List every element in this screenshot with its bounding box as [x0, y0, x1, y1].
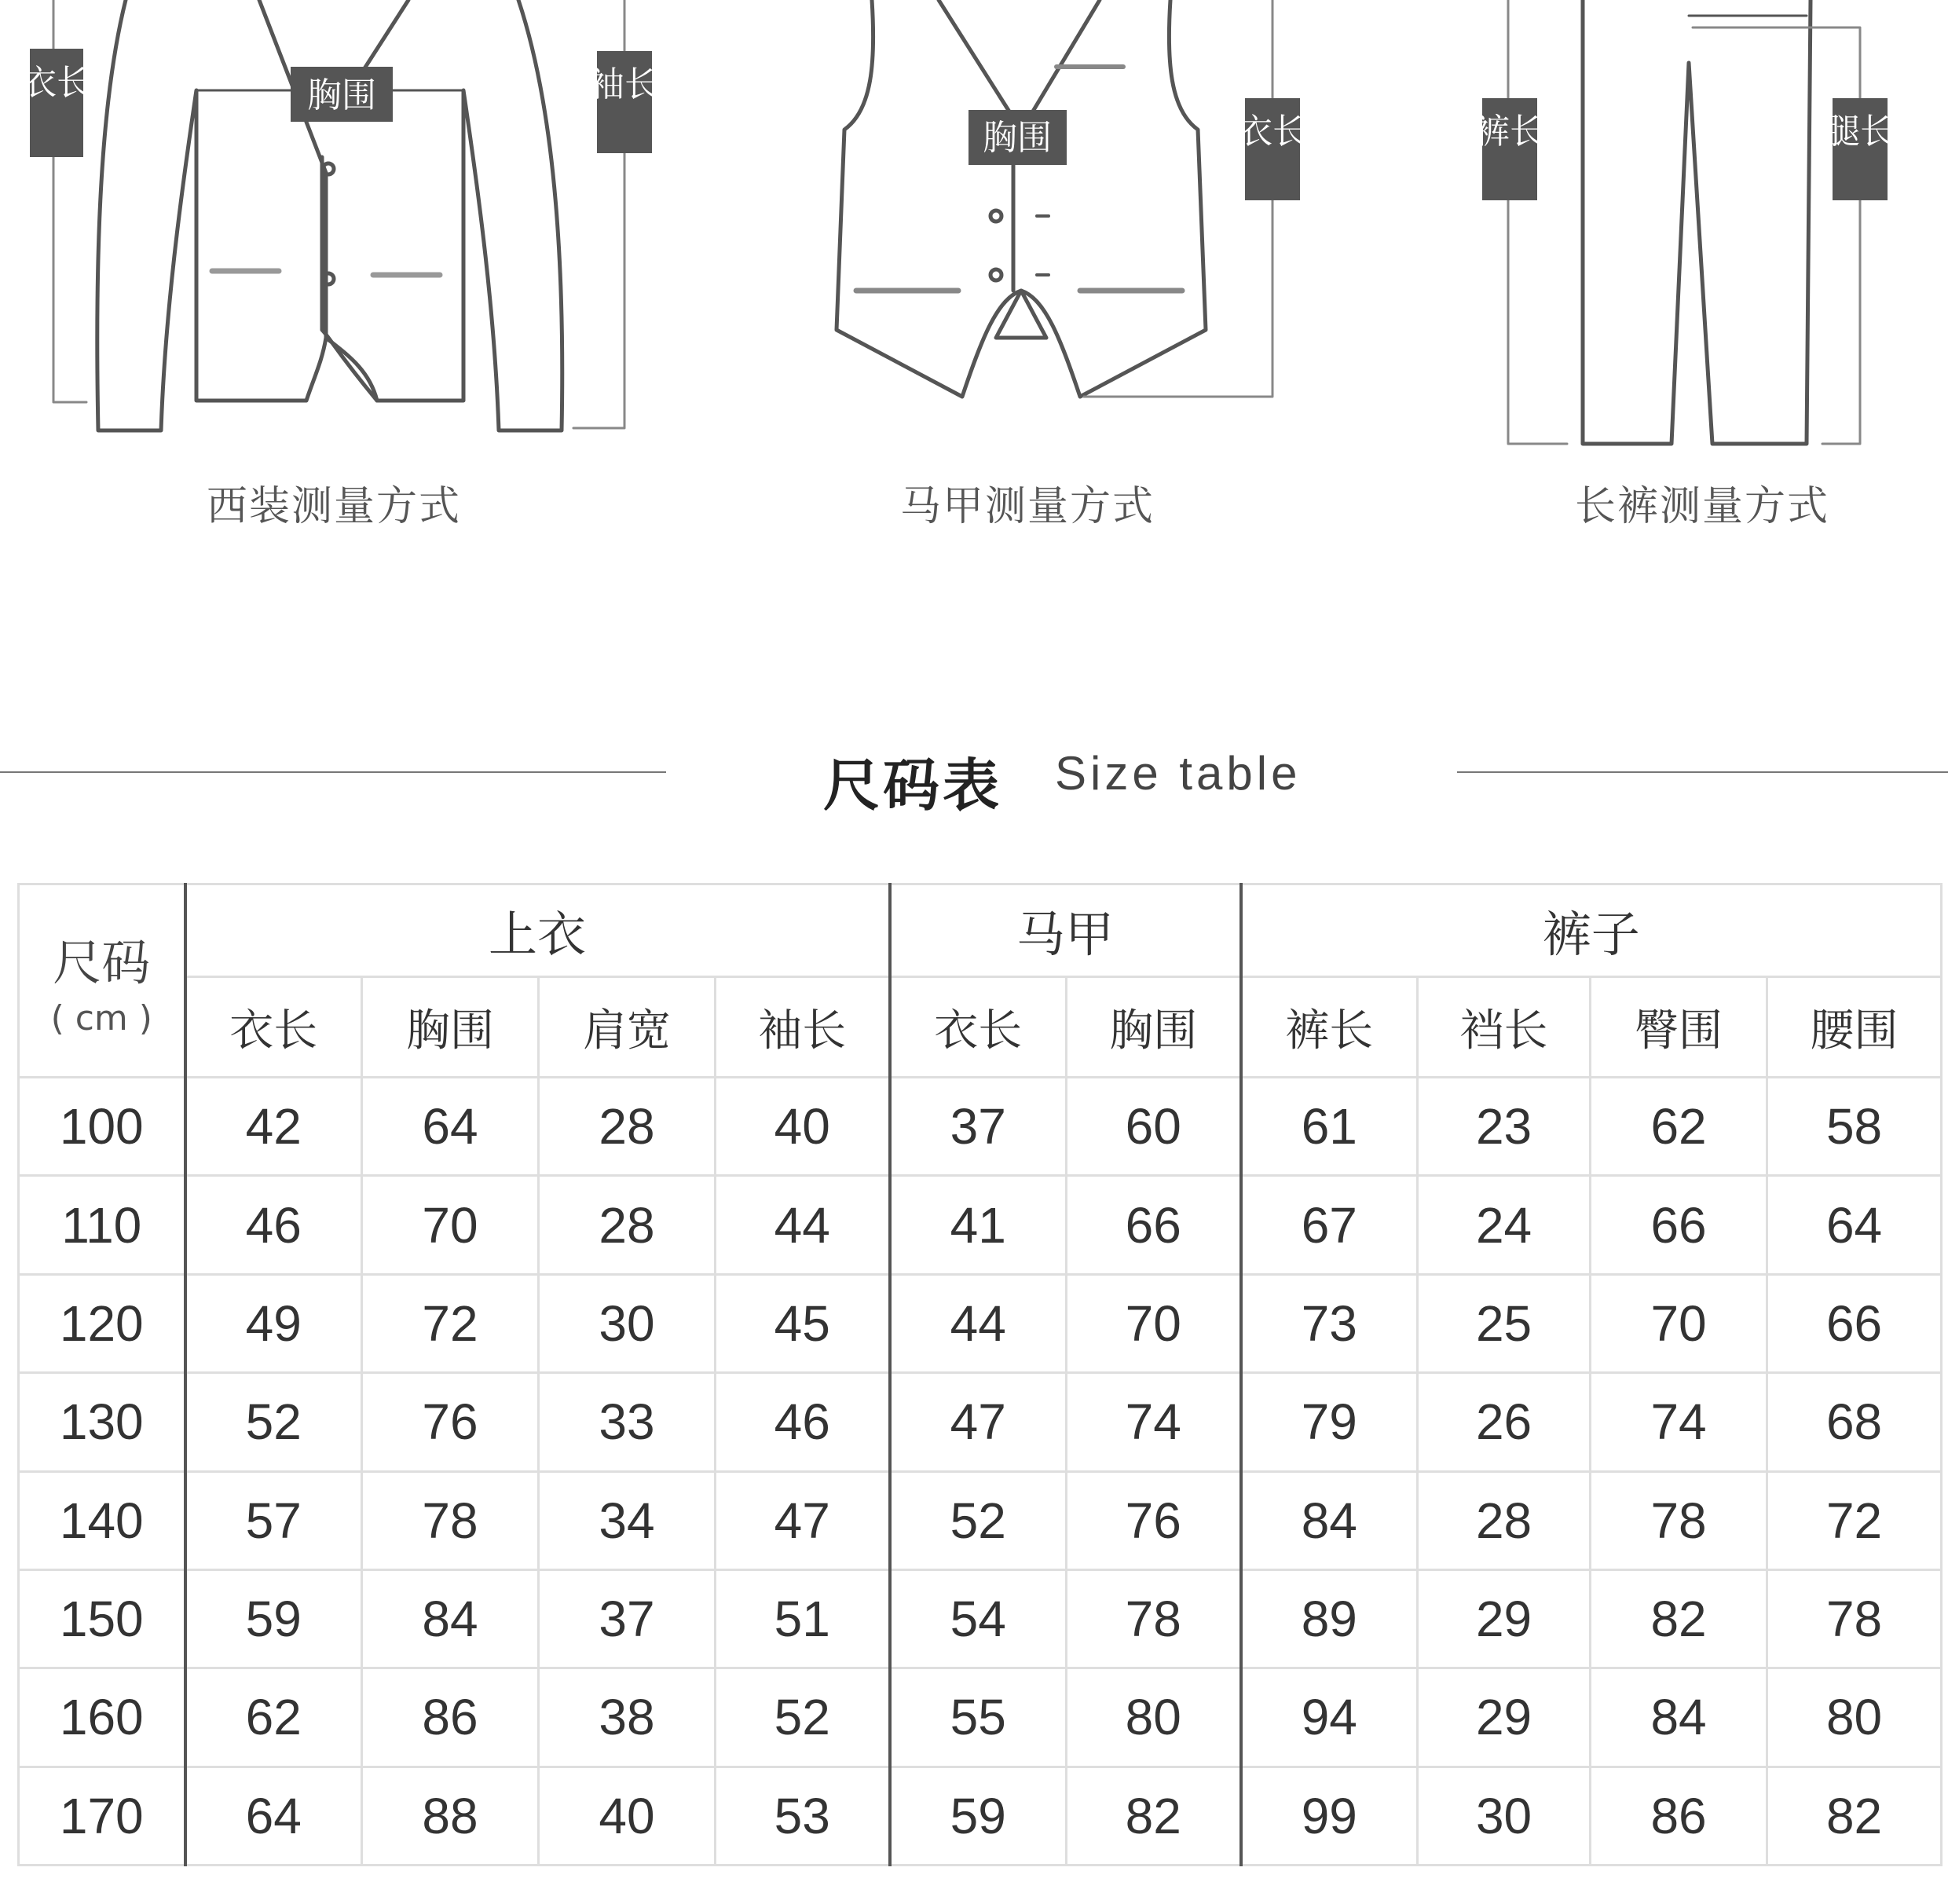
- leg-length-tag: [1825, 98, 1895, 200]
- size-table: [17, 883, 1943, 1866]
- column-header: 臀围: [1591, 977, 1767, 1078]
- table-row: [19, 1373, 1942, 1471]
- measurement-cell: 76: [362, 1373, 539, 1471]
- size-table-title: 尺码表: [823, 752, 1003, 818]
- measurement-cell: 86: [1591, 1767, 1767, 1865]
- measurement-cell: 78: [1767, 1569, 1942, 1668]
- size-corner-header: [19, 884, 185, 1078]
- suit-caption: 西装测量方式: [207, 483, 462, 530]
- group-header-jacket: 上衣: [185, 884, 890, 977]
- table-row: [19, 1274, 1942, 1372]
- measurement-cell: 80: [1767, 1668, 1942, 1767]
- measurement-cell: 86: [362, 1668, 539, 1767]
- measurement-cell: 52: [185, 1373, 362, 1471]
- measurement-cell: 42: [185, 1078, 362, 1176]
- vest-chest-tag: [969, 110, 1067, 165]
- svg-text:衣长: 衣长: [22, 63, 91, 103]
- measurement-cell: 64: [362, 1078, 539, 1176]
- table-row: [19, 1767, 1942, 1865]
- svg-text:腿长: 腿长: [1825, 112, 1895, 152]
- measurement-cell: 58: [1767, 1078, 1942, 1176]
- measurement-cell: 25: [1418, 1274, 1591, 1372]
- size-header-unit: ( cm ): [50, 998, 152, 1038]
- measurement-cell: 29: [1418, 1569, 1591, 1668]
- measurement-cell: 74: [1067, 1373, 1241, 1471]
- column-header: 裆长: [1418, 977, 1591, 1078]
- measurement-cell: 66: [1591, 1176, 1767, 1274]
- column-header: 袖长: [716, 977, 890, 1078]
- size-table-heading: [0, 723, 1948, 817]
- measurement-cell: 34: [539, 1471, 716, 1569]
- size-cell: 140: [19, 1471, 185, 1569]
- measurement-cell: 47: [890, 1373, 1067, 1471]
- measurement-cell: 82: [1767, 1767, 1942, 1865]
- measurement-cell: 54: [890, 1569, 1067, 1668]
- measurement-cell: 51: [716, 1569, 890, 1668]
- measurement-cell: 70: [1591, 1274, 1767, 1372]
- measurement-cell: 55: [890, 1668, 1067, 1767]
- measurement-cell: 78: [1591, 1471, 1767, 1569]
- group-header-row: [19, 884, 1942, 977]
- measurement-cell: 37: [890, 1078, 1067, 1176]
- size-cell: 110: [19, 1176, 185, 1274]
- size-cell: 120: [19, 1274, 185, 1372]
- suit-sleeve-tag: [590, 51, 659, 153]
- measurement-cell: 30: [539, 1274, 716, 1372]
- measurement-cell: 60: [1067, 1078, 1241, 1176]
- measurement-cell: 70: [1067, 1274, 1241, 1372]
- measurement-cell: 24: [1418, 1176, 1591, 1274]
- measurement-cell: 59: [185, 1569, 362, 1668]
- size-cell: 160: [19, 1668, 185, 1767]
- svg-text:裤长: 裤长: [1475, 112, 1544, 152]
- table-row: [19, 1668, 1942, 1767]
- measurement-cell: 49: [185, 1274, 362, 1372]
- column-header: 肩宽: [539, 977, 716, 1078]
- measurement-cell: 67: [1241, 1176, 1418, 1274]
- measurement-cell: 59: [890, 1767, 1067, 1865]
- measurement-cell: 66: [1767, 1274, 1942, 1372]
- svg-text:胸围: 胸围: [307, 75, 376, 115]
- measurement-cell: 74: [1591, 1373, 1767, 1471]
- column-header: 胸围: [362, 977, 539, 1078]
- size-table-title-en: Size table: [1055, 747, 1302, 800]
- measurement-cell: 53: [716, 1767, 890, 1865]
- size-cell: 150: [19, 1569, 185, 1668]
- title-divider-left: [0, 771, 666, 773]
- measurement-cell: 76: [1067, 1471, 1241, 1569]
- size-table-body: [19, 1078, 1942, 1866]
- table-row: [19, 1569, 1942, 1668]
- pants-length-tag: [1475, 98, 1544, 200]
- measurement-cell: 84: [362, 1569, 539, 1668]
- column-header: 衣长: [890, 977, 1067, 1078]
- measurement-cell: 33: [539, 1373, 716, 1471]
- column-header: 裤长: [1241, 977, 1418, 1078]
- measurement-cell: 88: [362, 1767, 539, 1865]
- measurement-cell: 30: [1418, 1767, 1591, 1865]
- group-header-pants: 裤子: [1241, 884, 1942, 977]
- measurement-cell: 29: [1418, 1668, 1591, 1767]
- svg-text:胸围: 胸围: [983, 118, 1052, 158]
- measurement-cell: 47: [716, 1471, 890, 1569]
- measurement-cell: 28: [539, 1176, 716, 1274]
- measurement-cell: 28: [1418, 1471, 1591, 1569]
- table-row: [19, 1176, 1942, 1274]
- measurement-cell: 62: [1591, 1078, 1767, 1176]
- size-header-label: 尺码: [53, 933, 151, 991]
- measurement-cell: 23: [1418, 1078, 1591, 1176]
- measurement-cell: 78: [362, 1471, 539, 1569]
- measurement-cell: 84: [1591, 1668, 1767, 1767]
- measurement-cell: 64: [1767, 1176, 1942, 1274]
- column-header: 胸围: [1067, 977, 1241, 1078]
- column-header-row: [19, 977, 1942, 1078]
- measurement-cell: 78: [1067, 1569, 1241, 1668]
- measurement-cell: 72: [362, 1274, 539, 1372]
- measurement-cell: 72: [1767, 1471, 1942, 1569]
- measurement-cell: 40: [716, 1078, 890, 1176]
- measurement-diagrams: [0, 0, 1948, 566]
- column-header: 腰围: [1767, 977, 1942, 1078]
- measurement-cell: 62: [185, 1668, 362, 1767]
- measurement-cell: 80: [1067, 1668, 1241, 1767]
- measurement-cell: 94: [1241, 1668, 1418, 1767]
- measurement-cell: 79: [1241, 1373, 1418, 1471]
- measurement-cell: 57: [185, 1471, 362, 1569]
- column-header: 衣长: [185, 977, 362, 1078]
- measurement-cell: 44: [890, 1274, 1067, 1372]
- svg-text:袖长: 袖长: [590, 64, 659, 104]
- measurement-cell: 38: [539, 1668, 716, 1767]
- measurement-cell: 41: [890, 1176, 1067, 1274]
- suit-chest-tag: [291, 67, 393, 122]
- measurement-cell: 70: [362, 1176, 539, 1274]
- measurement-cell: 52: [716, 1668, 890, 1767]
- measurement-cell: 52: [890, 1471, 1067, 1569]
- vest-length-tag: [1238, 98, 1307, 200]
- measurement-cell: 61: [1241, 1078, 1418, 1176]
- measurement-cell: 82: [1591, 1569, 1767, 1668]
- measurement-cell: 37: [539, 1569, 716, 1668]
- measurement-cell: 28: [539, 1078, 716, 1176]
- suit-length-tag: [22, 49, 91, 157]
- measurement-cell: 46: [716, 1373, 890, 1471]
- measurement-cell: 46: [185, 1176, 362, 1274]
- measurement-cell: 68: [1767, 1373, 1942, 1471]
- table-row: [19, 1471, 1942, 1569]
- measurement-cell: 64: [185, 1767, 362, 1865]
- measurement-cell: 82: [1067, 1767, 1241, 1865]
- measurement-cell: 89: [1241, 1569, 1418, 1668]
- measurement-cell: 40: [539, 1767, 716, 1865]
- measurement-cell: 45: [716, 1274, 890, 1372]
- pants-caption: 长裤测量方式: [1575, 483, 1830, 530]
- measurement-cell: 99: [1241, 1767, 1418, 1865]
- measurement-cell: 73: [1241, 1274, 1418, 1372]
- measurement-cell: 84: [1241, 1471, 1418, 1569]
- table-row: [19, 1078, 1942, 1176]
- size-cell: 170: [19, 1767, 185, 1865]
- size-cell: 100: [19, 1078, 185, 1176]
- vest-caption: 马甲测量方式: [900, 483, 1155, 530]
- svg-text:衣长: 衣长: [1238, 112, 1307, 152]
- measurement-cell: 66: [1067, 1176, 1241, 1274]
- measurement-cell: 26: [1418, 1373, 1591, 1471]
- measurement-cell: 44: [716, 1176, 890, 1274]
- group-header-vest: 马甲: [890, 884, 1241, 977]
- title-divider-right: [1457, 771, 1948, 773]
- size-cell: 130: [19, 1373, 185, 1471]
